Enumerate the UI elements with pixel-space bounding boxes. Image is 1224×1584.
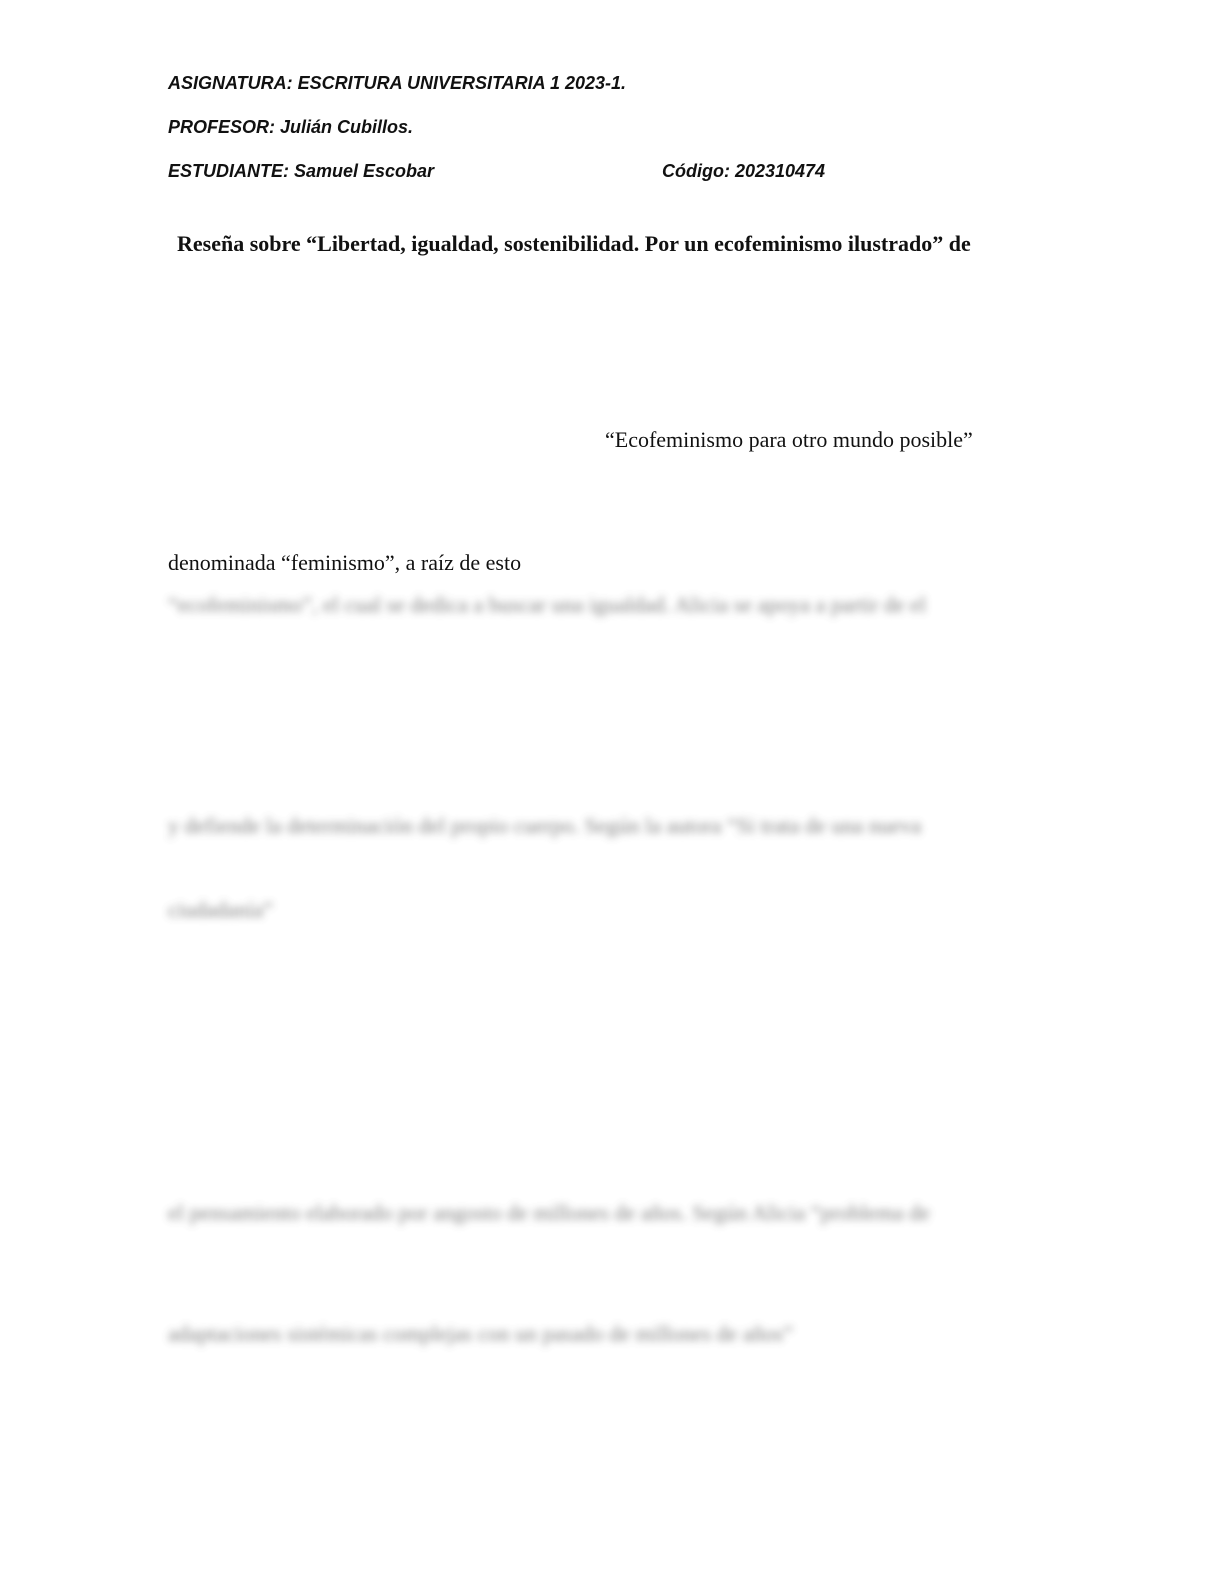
blurred-text-line: y defiende la determinación del propio cuerpo. Según la autora “Si trata de una nueva: [168, 813, 922, 838]
professor-line: PROFESOR: Julián Cubillos.: [168, 117, 414, 137]
document-title: Reseña sobre “Libertad, igualdad, sostenibilidad. Por un ecofeminismo ilustrado” de: [177, 231, 971, 256]
body-text-line: denominada “feminismo”, a raíz de esto: [168, 550, 522, 575]
blurred-text-line: “ecofeminismo”, el cual se dedica a buscar una igualdad. Alicia se apoya a partir de el: [168, 592, 927, 617]
student-line: ESTUDIANTE: Samuel Escobar: [168, 161, 435, 181]
blurred-text-line: ciudadanía”: [168, 897, 274, 922]
document-subtitle: “Ecofeminismo para otro mundo posible”: [605, 427, 973, 452]
course-line: ASIGNATURA: ESCRITURA UNIVERSITARIA 1 2023-1.: [168, 73, 627, 93]
blurred-text-line: el pensamiento elaborado por angosto de millones de años. Según Alicia “problema de: [168, 1200, 930, 1225]
blurred-text-line: adaptaciones sistémicas complejas con un pasado de millones de años”: [168, 1321, 793, 1346]
student-code: Código: 202310474: [662, 161, 826, 181]
